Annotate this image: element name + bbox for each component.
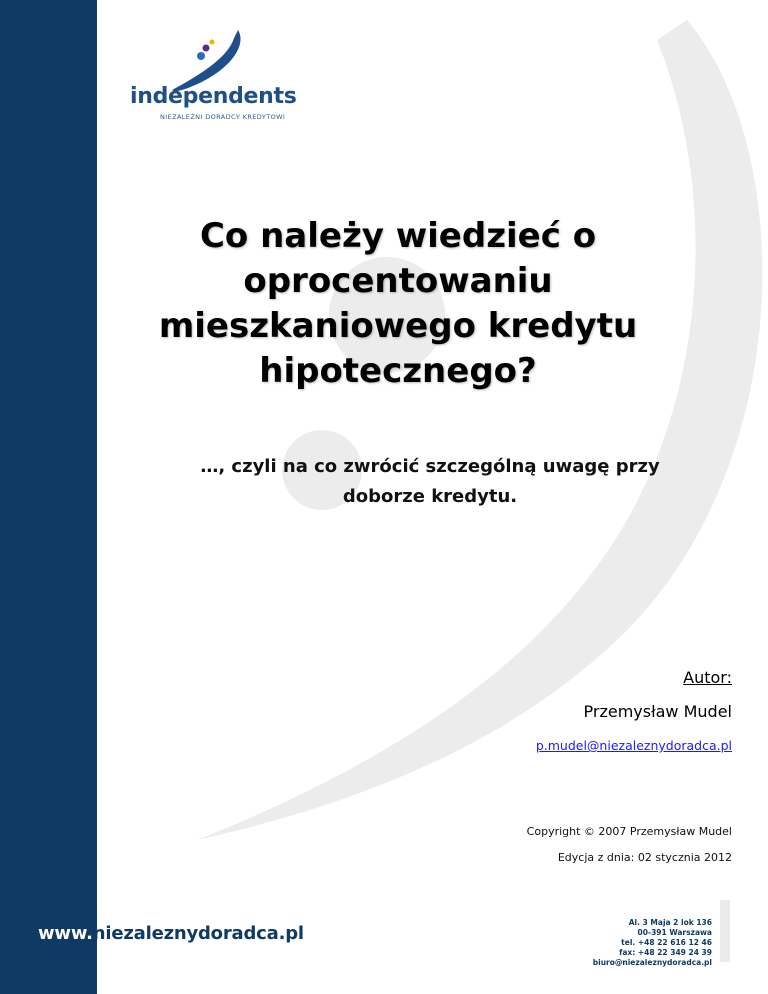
logo-swoosh bbox=[172, 30, 241, 91]
document-title bbox=[130, 214, 666, 394]
author-name: Przemysław Mudel bbox=[583, 702, 732, 721]
document-subtitle bbox=[110, 452, 750, 512]
author-label: Autor: bbox=[683, 668, 732, 687]
website-domain: niezaleznydoradca.pl bbox=[92, 923, 304, 944]
logo-dot-purple bbox=[203, 45, 210, 52]
subtitle-line: doborze kredytu. bbox=[342, 486, 518, 507]
left-sidebar-band bbox=[0, 0, 97, 994]
website-prefix: www. bbox=[38, 923, 93, 944]
logo-tagline: NIEZALEŻNI DORADCY KREDYTOWI bbox=[160, 113, 286, 121]
title-line: hipotecznego? bbox=[259, 351, 537, 391]
logo-dot-yellow bbox=[210, 40, 215, 45]
copyright-notice: Copyright © 2007 Przemysław Mudel bbox=[526, 825, 732, 838]
author-email-link[interactable]: p.mudel@niezaleznydoradca.pl bbox=[535, 738, 732, 753]
title-line: Co należy wiedzieć o bbox=[199, 216, 597, 256]
address-line: biuro@niezaleznydoradca.pl bbox=[592, 958, 712, 967]
contact-address bbox=[562, 918, 712, 968]
logo-wordmark: independents bbox=[130, 84, 297, 109]
title-line: mieszkaniowego kredytu bbox=[158, 306, 638, 346]
address-line: 00-391 Warszawa bbox=[637, 928, 712, 937]
subtitle-line: …, czyli na co zwrócić szczególną uwagę przy bbox=[200, 456, 660, 477]
edition-date: Edycja z dnia: 02 stycznia 2012 bbox=[557, 851, 732, 864]
address-line: tel. +48 22 616 12 46 bbox=[621, 938, 712, 947]
logo-dot-blue bbox=[197, 52, 205, 60]
website-url[interactable] bbox=[38, 923, 304, 944]
address-side-bar bbox=[720, 900, 730, 962]
title-line: oprocentowaniu bbox=[243, 261, 553, 301]
address-line: fax: +48 22 349 24 39 bbox=[619, 948, 712, 957]
address-line: Al. 3 Maja 2 lok 136 bbox=[628, 918, 712, 927]
